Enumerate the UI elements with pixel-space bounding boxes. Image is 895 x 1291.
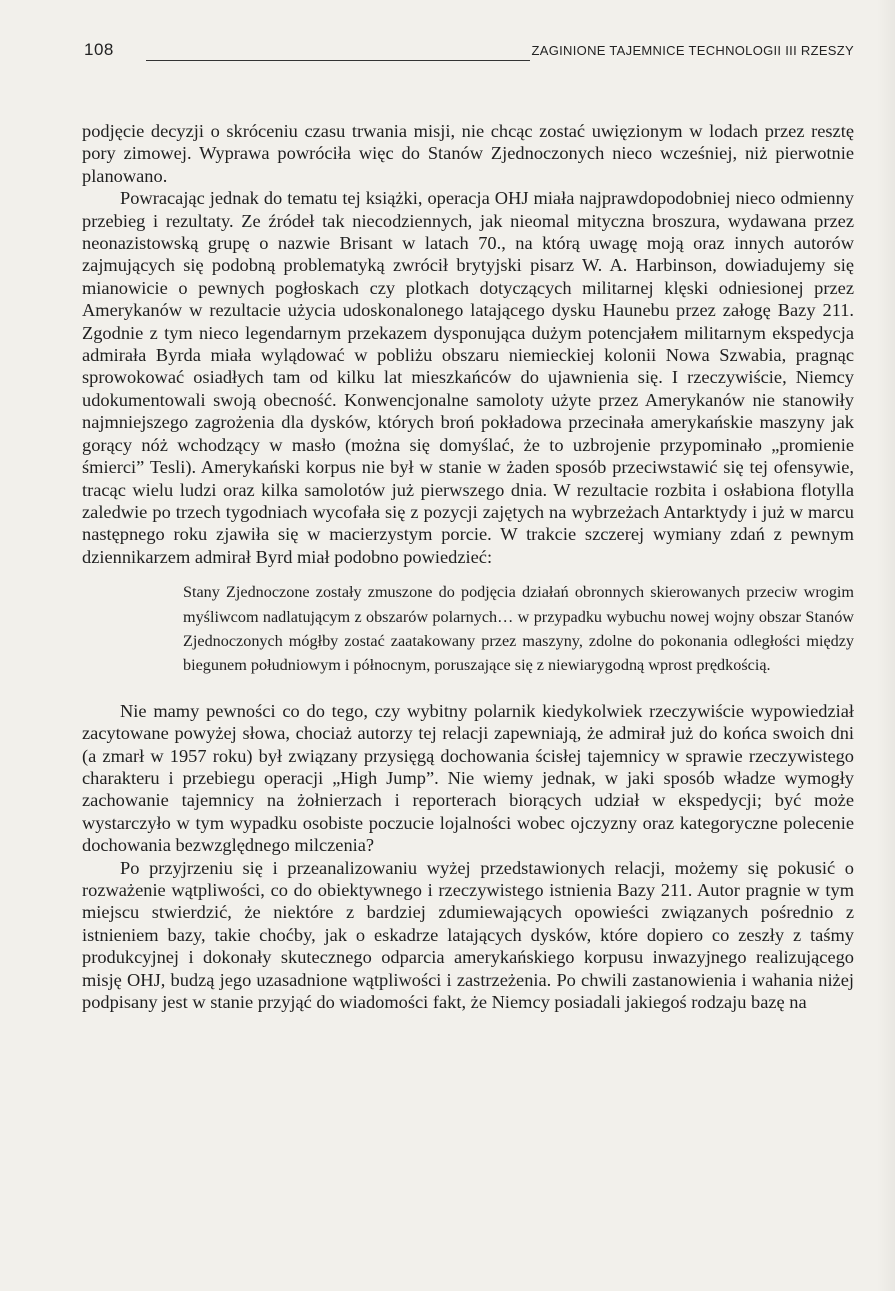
paragraph-4: Po przyjrzeniu się i przeanalizowaniu wyżej przedstawionych relacji, możemy się pokusić o rozważenie wątpliwości, co do obiektywnego i rzeczywistego istnienia Bazy 211. Autor pragnie w tym miejscu stwierdzić, że niektóre z bardziej zdumiewających opowieści związanych pośrednio z istnieniem bazy, takie choćby, jak o eskadrze latających dysków, które dopiero co zeszły z taśmy produkcyjnej i dokonały skutecznego odparcia amerykańskiego korpusu inwazyjnego realizującego misję OHJ, budzą jego uzasadnione wątpliwości i zastrzeżenia. Po chwili zastanowienia i wahania niżej podpisany jest w stanie przyjąć do wiadomości fakt, że Niemcy posiadali jakiegoś rodzaju bazę na [82, 857, 854, 1013]
page-number: 108 [84, 40, 114, 59]
running-title: ZAGINIONE TAJEMNICE TECHNOLOGII III RZESZY [531, 43, 854, 58]
paragraph-2: Powracając jednak do tematu tej książki, operacja OHJ miała najprawdopodobniej nieco odmienny przebieg i rezultaty. Ze źródeł tak niecodziennych, jak nieomal mityczna broszura, wydawana przez neonazistowską grupę o nazwie Brisant w latach 70., na którą uwagę moją oraz innych autorów zajmujących się podobną problematyką zwrócił brytyjski pisarz W. A. Harbinson, dowiadujemy się mianowicie o pewnych pogłoskach czy plotkach dotyczących militarnej klęski odniesionej przez Amerykanów w rezultacie użycia udoskonalonego latającego dysku Haunebu przez załogę Bazy 211. Zgodnie z tym nieco legendarnym przekazem dysponująca dużym potencjałem militarnym ekspedycja admirała Byrda miała wylądować w pobliżu obszaru niemieckiej kolonii Nowa Szwabia, pragnąc sprowokować osiadłych tam od kilku lat mieszkańców do ujawnienia się. I rzeczywiście, Niemcy udokumentowali swoją obecność. Konwencjonalne samoloty użyte przez Amerykanów nie stanowiły najmniejszego zagrożenia dla dysków, których broń pokładowa przecinała amerykańskie maszyny jak gorący nóż wchodzący w masło (można się domyślać, że to uzbrojenie przypominało „promienie śmierci” Tesli). Amerykański korpus nie był w stanie w żaden sposób przeciwstawić się tej ofensywie, tracąc wielu ludzi oraz kilka samolotów już pierwszego dnia. W rezultacie rozbita i osłabiona flotylla zaledwie po trzech tygodniach wycofała się z pozycji zajętych na wybrzeżach Antarktydy i już w marcu następnego roku zjawiła się w macierzystym porcie. W trakcie szczerej wymiany zdań z pewnym dziennikarzem admirał Byrd miał podobno powiedzieć: [82, 188, 854, 567]
page-edge-shadow [877, 0, 895, 1291]
paragraph-1: podjęcie decyzji o skróceniu czasu trwania misji, nie chcąc zostać uwięzionym w lodach przez resztę pory zimowej. Wyprawa powróciła więc do Stanów Zjednoczonych nieco wcześniej, niż pierwotnie planowano. [82, 121, 854, 186]
paragraph-3: Nie mamy pewności co do tego, czy wybitny polarnik kiedykolwiek rzeczywiście wypowiedział zacytowane powyżej słowa, chociaż autorzy tej relacji zapewniają, że admirał już do końca swoich dni (a zmarł w 1957 roku) był związany przysięgą dochowania ścisłej tajemnicy w sprawie rzeczywistego charakteru i przebiegu operacji „High Jump”. Nie wiemy jednak, w jaki sposób władze wymogły zachowanie tajemnicy na żołnierzach i reporterach biorących udział w ekspedycji; być może wystarczyło w tym wypadku osobiste poczucie lojalności wobec ojczyzny oraz kategoryczne polecenie dochowania bezwzględnego milczenia? [82, 700, 854, 856]
body-text [82, 120, 854, 1013]
running-head [84, 40, 854, 64]
block-quote: Stany Zjednoczone zostały zmuszone do podjęcia działań obronnych skierowanych przeciw wrogim myśliwcom nadlatującym z obszarów polarnych… w przypadku wybuchu nowej wojny obszar Stanów Zjednoczonych mógłby zostać zaatakowany przez maszyny, zdolne do pokonania odległości między biegunem południowym i północnym, poruszające się z niewiarygodną wprost prędkością. [183, 583, 854, 675]
header-rule [146, 60, 530, 61]
